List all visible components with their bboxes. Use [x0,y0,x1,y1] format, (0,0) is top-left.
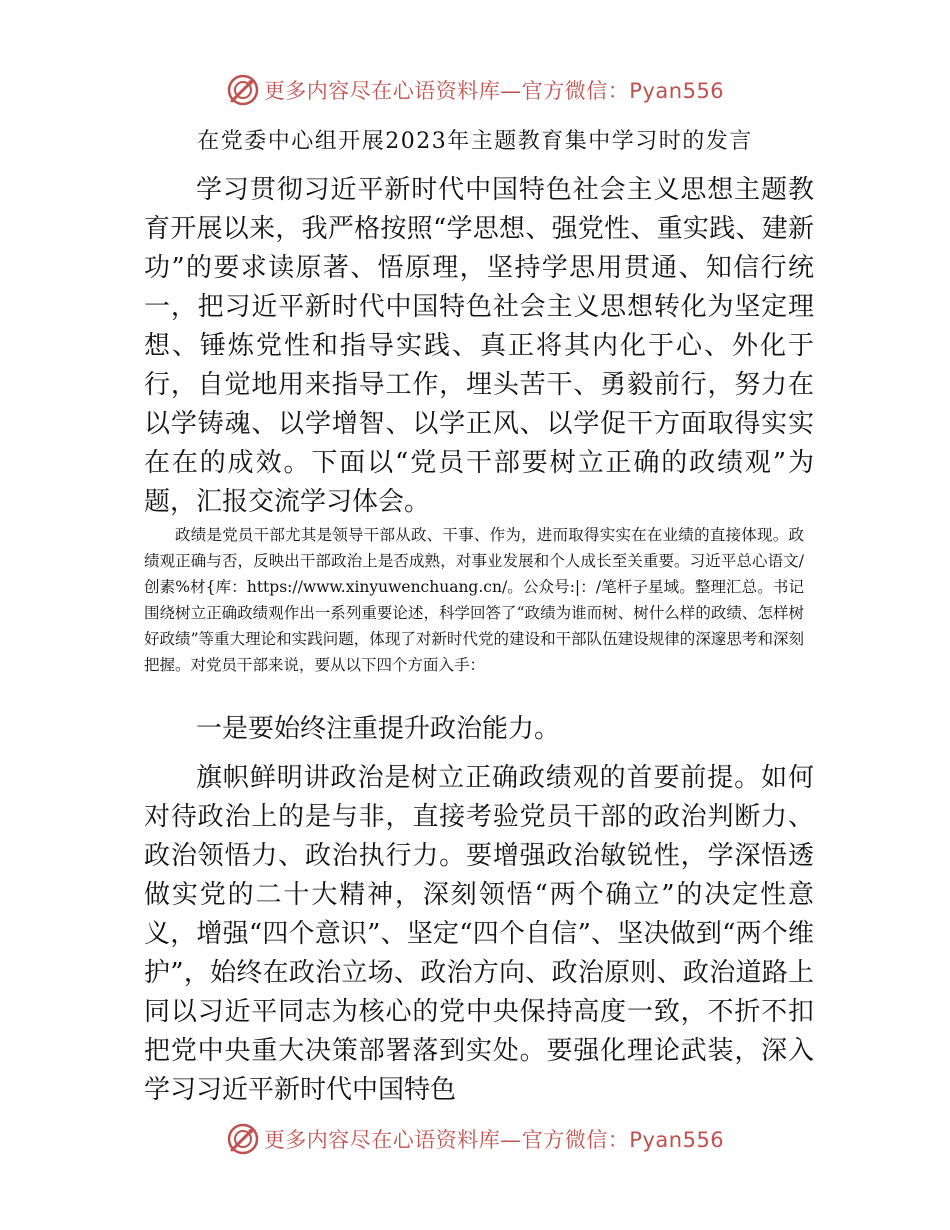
footer-watermark-text: 更多内容尽在心语资料库—官方微信：Pyan556 [263,1128,725,1152]
intro-paragraph: 学习贯彻习近平新时代中国特色社会主义思想主题教育开展以来，我严格按照“学思想、强党性、重实践、建新功”的要求读原著、悟原理，坚持学思用贯通、知信行统一，把习近平新时代中国特色社会主义思想转化为坚定理想、锤炼党性和指导实践、真正将其内化于心、外化于行，自觉地用来指导工作，埋头苦干、勇毅前行，努力在以学铸魂、以学增智、以学正风、以学促干方面取得实实在在的成效。下面以“党员干部要树立正确的政绩观”为题，汇报交流学习体会。 [144,175,814,517]
document-title: 在党委中心组开展2023年主题教育集中学习时的发言 [197,129,753,154]
header-watermark-banner [0,70,950,110]
section-heading-point-one: 一是要始终注重提升政治能力。 [196,714,561,744]
brand-logo-icon [226,1122,260,1156]
footer-watermark-banner [0,1119,950,1159]
section-body-point-one: 旗帜鲜明讲政治是树立正确政绩观的首要前提。如何对待政治上的是与非，直接考验党员干部的政治判断力、政治领悟力、政治执行力。要增强政治敏锐性，学深悟透做实党的二十大精神，深刻领悟“两个确立”的决定性意义，增强“四个意识”、坚定“四个自信”、坚决做到“两个维护”，始终在政治立场、政治方向、政治原则、政治道路上同以习近平同志为核心的党中央保持高度一致，不折不扣把党中央重大决策部署落到实处。要强化理论武装，深入学习习近平新时代中国特色 [144,763,814,1105]
brand-logo-icon [226,73,260,107]
note-paragraph: 政绩是党员干部尤其是领导干部从政、干事、作为，进而取得实实在在业绩的直接体现。政绩观正确与否，反映出干部政治上是否成熟，对事业发展和个人成长至关重要。习近平总心语文/创素%材{库：https://www.xinyuwenchuang.cn/。公众号:|：/笔杆子星域。整理汇总。书记围绕树立正确政绩观作出一系列重要论述，科学回答了“政绩为谁而树、树什么样的政绩、怎样树好政绩”等重大理论和实践问题，体现了对新时代党的建设和干部队伍建设规律的深邃思考和深刻把握。对党员干部来说，要从以下四个方面入手： [144,526,804,674]
header-watermark-text: 更多内容尽在心语资料库—官方微信：Pyan556 [263,79,725,103]
